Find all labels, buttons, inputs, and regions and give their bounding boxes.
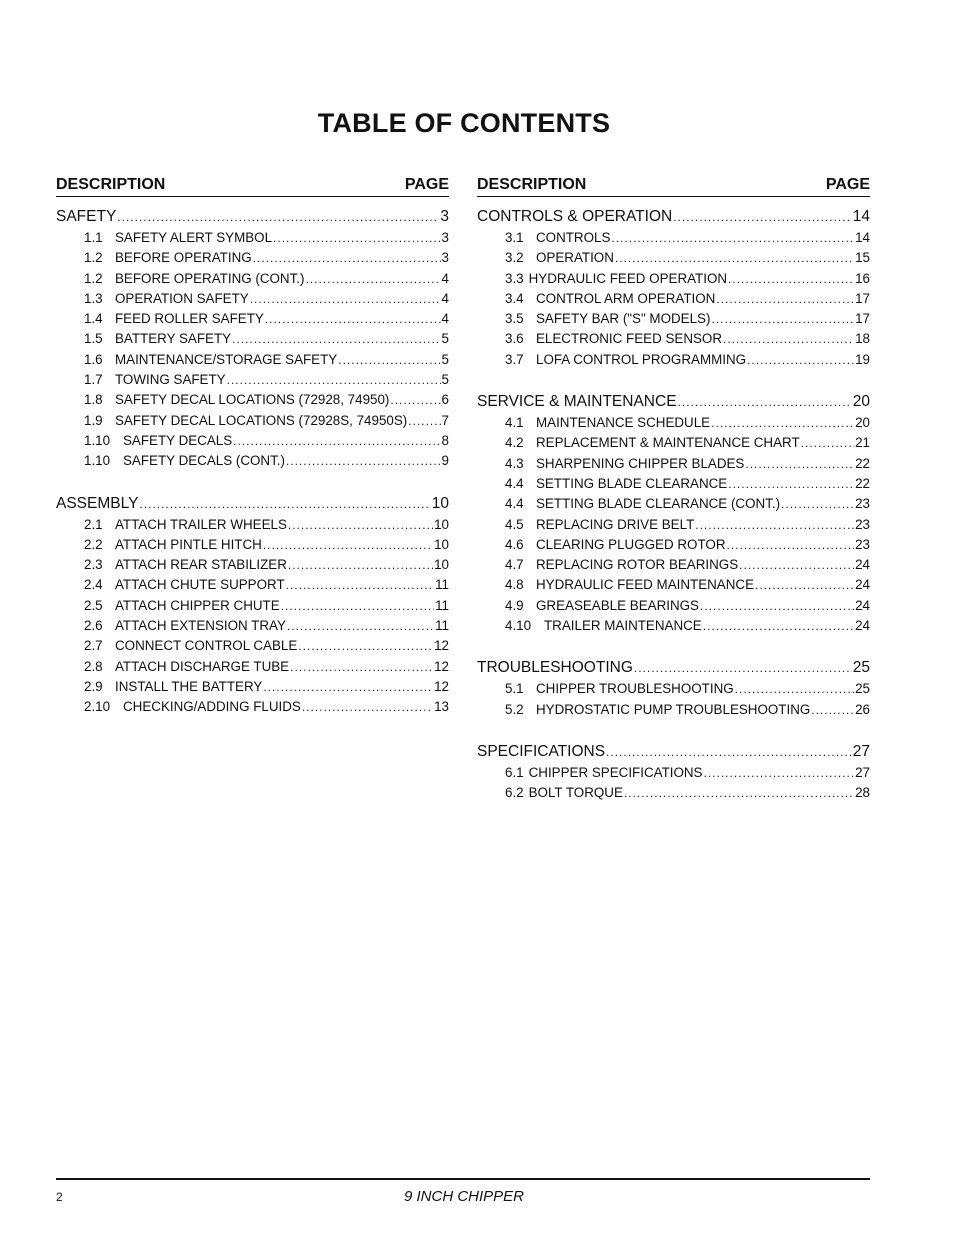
entry-title: CONTROL ARM OPERATION [536, 290, 716, 306]
page-number: 25 [855, 681, 870, 697]
page-number: 5 [441, 351, 449, 367]
page-number: 24 [855, 557, 870, 573]
toc-entry[interactable] [56, 577, 449, 597]
dot-leader [811, 703, 854, 717]
dot-leader [117, 210, 439, 224]
toc-section [56, 495, 449, 720]
entry-title: ATTACH CHUTE SUPPORT [115, 577, 285, 593]
dot-leader [286, 578, 434, 592]
dot-leader [302, 700, 433, 714]
page-number: 27 [855, 764, 870, 780]
entry-title: HYDROSTATIC PUMP TROUBLESHOOTING [536, 701, 811, 717]
page-number: 16 [855, 270, 870, 286]
toc-sections [477, 208, 870, 806]
toc-entry[interactable] [477, 702, 870, 722]
entry-title: REPLACING DRIVE BELT [536, 516, 695, 532]
entry-number: 1.10 [84, 432, 111, 448]
page-number: 4 [441, 311, 449, 327]
entry-number: 2.3 [84, 557, 103, 573]
entry-title: CLEARING PLUGGED ROTOR [536, 536, 726, 552]
toc-entry[interactable] [56, 638, 449, 658]
entry-number: 3.7 [505, 351, 524, 367]
page-number: 25 [852, 659, 870, 677]
toc-entry[interactable] [56, 433, 449, 453]
toc-entry[interactable] [56, 517, 449, 537]
dot-leader [711, 416, 854, 430]
toc-entry[interactable] [56, 352, 449, 372]
page-number: 20 [852, 393, 870, 411]
page-number: 2 [56, 1190, 63, 1204]
dot-leader [287, 619, 434, 633]
dot-leader [611, 231, 854, 245]
page-number: 17 [855, 290, 870, 306]
page-number: 11 [435, 618, 449, 634]
toc-entry[interactable] [477, 681, 870, 701]
dot-leader [227, 373, 441, 387]
entry-title: SAFETY DECALS [123, 432, 233, 448]
toc-entry[interactable] [477, 537, 870, 557]
page-number: 24 [855, 597, 870, 613]
dot-leader [673, 210, 852, 224]
dot-leader [281, 599, 434, 613]
page-number: 6 [441, 392, 449, 408]
entry-number: 2.2 [84, 536, 103, 552]
entry-number: 1.4 [84, 311, 103, 327]
dot-leader [288, 518, 433, 532]
section-title: SAFETY [56, 208, 117, 225]
entry-number: 3.1 [505, 230, 524, 245]
toc-entry[interactable] [56, 618, 449, 638]
dot-leader [728, 272, 854, 286]
entry-title: SAFETY DECAL LOCATIONS (72928, 74950) [115, 392, 390, 408]
section-title: TROUBLESHOOTING [477, 659, 633, 677]
entry-title: MAINTENANCE SCHEDULE [536, 415, 711, 431]
entry-number: 4.5 [505, 516, 524, 532]
dot-leader [624, 786, 854, 800]
dot-leader [263, 538, 433, 552]
dot-leader [390, 393, 440, 407]
page-number: 19 [855, 351, 870, 367]
entry-number: 2.10 [84, 699, 111, 715]
entry-title: HYDRAULIC FEED OPERATION [528, 270, 728, 286]
toc-entry[interactable] [56, 372, 449, 392]
toc-entry[interactable] [477, 250, 870, 270]
entry-title: REPLACEMENT & MAINTENANCE CHART [536, 435, 800, 451]
page-number: 12 [434, 678, 449, 694]
entry-title: OPERATION SAFETY [115, 290, 249, 306]
toc-entry[interactable] [56, 453, 449, 473]
dot-leader [781, 497, 854, 511]
entry-title: ATTACH CHIPPER CHUTE [115, 597, 280, 613]
toc-entry[interactable] [56, 311, 449, 331]
dot-leader [288, 558, 433, 572]
entry-number: 1.7 [84, 372, 103, 388]
footer-rule [56, 1178, 870, 1180]
page-number: 12 [434, 658, 449, 674]
toc-entry[interactable] [56, 699, 449, 719]
dot-leader [338, 353, 440, 367]
toc-entry[interactable] [56, 537, 449, 557]
entry-title: BOLT TORQUE [528, 785, 623, 801]
dot-leader [265, 312, 441, 326]
page-number: 11 [435, 597, 449, 613]
toc-entry[interactable] [56, 598, 449, 618]
entry-number: 4.4 [505, 475, 524, 491]
entry-number: 5.2 [505, 701, 524, 717]
page-number: 17 [855, 311, 870, 327]
dot-leader [290, 660, 433, 674]
page-number: 5 [441, 331, 449, 347]
dot-leader [727, 538, 855, 552]
toc-column-left [56, 174, 449, 741]
dot-leader [253, 251, 441, 265]
page-number: 28 [855, 785, 870, 801]
toc-entry[interactable] [56, 413, 449, 433]
page-number: 24 [855, 618, 870, 634]
dot-leader [711, 312, 854, 326]
page-number: 3 [441, 250, 449, 266]
entry-title: ATTACH DISCHARGE TUBE [115, 658, 290, 674]
entry-title: SAFETY DECALS (CONT.) [123, 453, 285, 469]
page-number: 14 [852, 208, 870, 225]
toc-section-entry[interactable] [56, 208, 449, 230]
entry-title: CHIPPER SPECIFICATIONS [528, 764, 703, 780]
entry-number: 5.1 [505, 681, 524, 697]
entry-number: 1.1 [84, 230, 103, 245]
entry-title: ATTACH PINTLE HITCH [115, 536, 262, 552]
page-number: 22 [855, 475, 870, 491]
entry-number: 3.6 [505, 331, 524, 347]
section-title: SPECIFICATIONS [477, 742, 606, 760]
entry-number: 4.3 [505, 455, 524, 471]
toc-column-right [477, 174, 870, 827]
toc-entry[interactable] [56, 271, 449, 291]
entry-title: SETTING BLADE CLEARANCE [536, 475, 728, 491]
dot-leader [634, 661, 852, 675]
dot-leader [703, 619, 854, 633]
page-number: 14 [855, 230, 870, 245]
entry-number: 3.5 [505, 311, 524, 327]
toc-entry[interactable] [477, 311, 870, 331]
entry-title: SHARPENING CHIPPER BLADES [536, 455, 745, 471]
page-number: 7 [441, 412, 449, 428]
toc-section-entry[interactable] [477, 208, 870, 230]
toc-section [477, 393, 870, 638]
dot-leader [606, 745, 852, 759]
page-number: 9 [441, 453, 449, 469]
entry-number: 4.7 [505, 557, 524, 573]
dot-leader [755, 578, 854, 592]
entry-number: 2.4 [84, 577, 103, 593]
entry-title: ELECTRONIC FEED SENSOR [536, 331, 723, 347]
dot-leader [747, 353, 854, 367]
toc-section [477, 208, 870, 372]
entry-title: OPERATION [536, 250, 614, 266]
page-number: 3 [441, 230, 449, 245]
toc-entry[interactable] [477, 476, 870, 496]
toc-entry[interactable] [477, 456, 870, 476]
entry-number: 1.6 [84, 351, 103, 367]
entry-title: INSTALL THE BATTERY [115, 678, 263, 694]
toc-entry[interactable] [56, 557, 449, 577]
entry-number: 2.7 [84, 638, 103, 654]
entry-title: FEED ROLLER SAFETY [115, 311, 264, 327]
column-header [56, 174, 449, 197]
section-title: ASSEMBLY [56, 494, 139, 512]
dot-leader [263, 680, 433, 694]
entry-title: REPLACING ROTOR BEARINGS [536, 557, 739, 573]
entry-title: TOWING SAFETY [115, 372, 226, 388]
page-number: 23 [855, 536, 870, 552]
entry-title: MAINTENANCE/STORAGE SAFETY [115, 351, 338, 367]
dot-leader [232, 332, 440, 346]
toc-section-entry[interactable] [477, 659, 870, 681]
page-number: 15 [855, 250, 870, 266]
entry-title: CHIPPER TROUBLESHOOTING [536, 681, 734, 697]
toc-section [477, 659, 870, 722]
entry-number: 6.2 [505, 785, 524, 801]
toc-section [56, 208, 449, 474]
page-number: 27 [852, 742, 870, 760]
dot-leader [700, 599, 854, 613]
entry-title: ATTACH TRAILER WHEELS [115, 516, 287, 532]
entry-title: BEFORE OPERATING (CONT.) [115, 270, 305, 286]
dot-leader [703, 766, 854, 780]
page-number: 4 [441, 270, 449, 286]
toc-section-entry[interactable] [477, 393, 870, 415]
toc-entry[interactable] [477, 291, 870, 311]
entry-title: ATTACH REAR STABILIZER [115, 557, 287, 573]
page-title: TABLE OF CONTENTS [317, 108, 611, 138]
entry-title: SAFETY ALERT SYMBOL [115, 230, 273, 245]
entry-number: 4.2 [505, 435, 524, 451]
toc-entry[interactable] [477, 517, 870, 537]
toc-entry[interactable] [477, 496, 870, 516]
entry-number: 2.1 [84, 516, 103, 532]
toc-entry[interactable] [477, 618, 870, 638]
entry-number: 1.3 [84, 290, 103, 306]
entry-title: SETTING BLADE CLEARANCE (CONT.) [536, 496, 781, 512]
entry-number: 2.6 [84, 618, 103, 634]
toc-entry[interactable] [477, 577, 870, 597]
page-number: 11 [435, 577, 449, 593]
page-number: 10 [434, 557, 449, 573]
page-number: 10 [431, 494, 449, 512]
toc-entry[interactable] [56, 679, 449, 699]
entry-title: LOFA CONTROL PROGRAMMING [536, 351, 747, 367]
entry-number: 6.1 [505, 764, 524, 780]
entry-number: 1.2 [84, 270, 103, 286]
toc-section-entry[interactable] [477, 743, 870, 765]
footer-title: 9 INCH CHIPPER [403, 1188, 525, 1205]
entry-title: HYDRAULIC FEED MAINTENANCE [536, 577, 754, 593]
toc-entry[interactable] [477, 557, 870, 577]
toc-entry[interactable] [56, 331, 449, 351]
dot-leader [739, 558, 854, 572]
section-title: CONTROLS & OPERATION [477, 208, 673, 225]
dot-leader [723, 332, 854, 346]
toc-entry[interactable] [477, 765, 870, 785]
dot-leader [716, 292, 854, 306]
dot-leader [408, 414, 440, 428]
dot-leader [615, 251, 854, 265]
entry-title: CONTROLS [536, 230, 611, 245]
page-number: 23 [855, 516, 870, 532]
toc-entry[interactable] [477, 271, 870, 291]
dot-leader [305, 272, 440, 286]
section-title: SERVICE & MAINTENANCE [477, 393, 677, 411]
toc-entry[interactable] [477, 435, 870, 455]
entry-number: 4.6 [505, 536, 524, 552]
dot-leader [728, 477, 854, 491]
entry-number: 2.8 [84, 658, 103, 674]
toc-entry[interactable] [477, 352, 870, 372]
page-number: 3 [440, 208, 449, 225]
page-number: 4 [441, 290, 449, 306]
dot-leader [678, 395, 852, 409]
toc-entry[interactable] [56, 392, 449, 412]
entry-title: CHECKING/ADDING FLUIDS [123, 699, 301, 715]
entry-number: 1.9 [84, 412, 103, 428]
entry-title: CONNECT CONTROL CABLE [115, 638, 298, 654]
entry-number: 1.10 [84, 453, 111, 469]
dot-leader [250, 292, 441, 306]
dot-leader [735, 682, 854, 696]
page-header: PAGE [404, 176, 449, 193]
toc-entry[interactable] [477, 230, 870, 250]
dot-leader [745, 457, 854, 471]
page-number: 5 [441, 372, 449, 388]
entry-title: TRAILER MAINTENANCE [544, 618, 702, 634]
toc-entry[interactable] [477, 598, 870, 618]
entry-title: ATTACH EXTENSION TRAY [115, 618, 286, 634]
page-number: 10 [434, 536, 449, 552]
toc-entry[interactable] [477, 785, 870, 805]
toc-entry[interactable] [56, 230, 449, 250]
entry-title: BATTERY SAFETY [115, 331, 232, 347]
page-number: 12 [434, 638, 449, 654]
entry-number: 3.3 [505, 270, 524, 286]
toc-section [477, 743, 870, 806]
page-number: 23 [855, 496, 870, 512]
entry-number: 2.5 [84, 597, 103, 613]
dot-leader [286, 454, 441, 468]
description-header: DESCRIPTION [477, 176, 587, 193]
dot-leader [695, 518, 854, 532]
dot-leader [139, 497, 430, 511]
page-number: 24 [855, 577, 870, 593]
entry-number: 4.4 [505, 496, 524, 512]
entry-number: 4.9 [505, 597, 524, 613]
toc-entry[interactable] [477, 331, 870, 351]
column-header [477, 174, 870, 197]
page-number: 10 [434, 516, 449, 532]
page-number: 18 [855, 331, 870, 347]
entry-number: 1.5 [84, 331, 103, 347]
dot-leader [298, 639, 433, 653]
toc-section-entry[interactable] [56, 495, 449, 517]
toc-entry[interactable] [56, 659, 449, 679]
page-number: 20 [855, 415, 870, 431]
dot-leader [233, 434, 440, 448]
entry-number: 3.4 [505, 290, 524, 306]
description-header: DESCRIPTION [56, 176, 166, 193]
dot-leader [801, 436, 854, 450]
toc-entry[interactable] [56, 250, 449, 270]
toc-sections [56, 208, 449, 720]
page-header: PAGE [825, 176, 870, 193]
page-number: 13 [434, 699, 449, 715]
page-number: 21 [855, 435, 870, 451]
page-number: 8 [441, 432, 449, 448]
entry-title: SAFETY DECAL LOCATIONS (72928S, 74950S) [115, 412, 408, 428]
entry-number: 4.8 [505, 577, 524, 593]
dot-leader [273, 231, 441, 245]
entry-title: GREASEABLE BEARINGS [536, 597, 699, 613]
entry-number: 1.8 [84, 392, 103, 408]
entry-title: SAFETY BAR ("S" MODELS) [536, 311, 711, 327]
page-number: 22 [855, 455, 870, 471]
entry-number: 3.2 [505, 250, 524, 266]
page-number: 26 [855, 701, 870, 717]
entry-number: 4.10 [505, 618, 532, 634]
toc-entry[interactable] [477, 415, 870, 435]
entry-number: 4.1 [505, 415, 524, 431]
toc-entry[interactable] [56, 291, 449, 311]
entry-number: 1.2 [84, 250, 103, 266]
entry-title: BEFORE OPERATING [115, 250, 252, 266]
entry-number: 2.9 [84, 678, 103, 694]
